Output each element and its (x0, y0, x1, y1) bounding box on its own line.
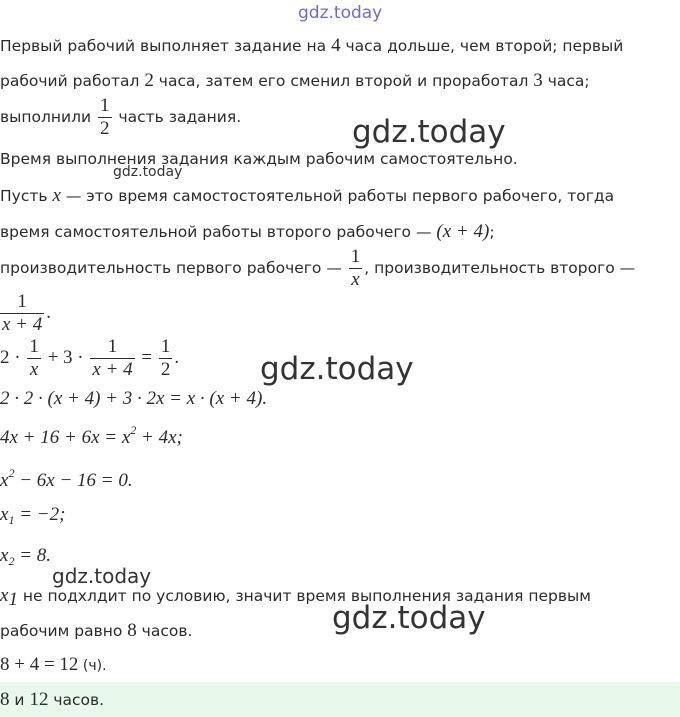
text: — это время самостостоятельной работы первого рабочего, тогда (60, 187, 615, 205)
text: рабочий работал (0, 72, 145, 90)
equals: = (136, 347, 157, 368)
number: 12 (29, 689, 49, 710)
text: не подхлдит по условию, значит время выполнения задания первым (17, 587, 591, 605)
text: Первый рабочий выполняет задание на (0, 37, 332, 55)
unit: (ч). (78, 658, 107, 674)
equation-3 (0, 423, 183, 449)
solution-let (0, 185, 614, 207)
denominator: x (351, 269, 360, 290)
watermark-large-3: gdz.today (332, 600, 486, 636)
denominator: x + 4 (92, 359, 133, 380)
text: , производительность второго — (364, 259, 636, 277)
denominator: 2 (160, 359, 171, 380)
variable: x (0, 585, 9, 606)
exponent: 2 (8, 466, 15, 480)
subscript: 1 (8, 589, 18, 610)
text: производительность первого рабочего — (0, 259, 347, 277)
fraction-one-over-x-plus-4 (0, 291, 44, 336)
text: часа, затем его сменил второй и проработал (153, 72, 534, 90)
solution-time2 (0, 221, 495, 243)
conclusion-2 (0, 620, 192, 642)
text: часов. (48, 691, 105, 709)
text: часа; (542, 72, 590, 90)
equation-1 (0, 336, 179, 381)
text: часть задания. (113, 108, 242, 126)
watermark-large-2: gdz.today (260, 351, 414, 387)
number: 4 (331, 35, 341, 56)
fraction-1-over-x (27, 336, 41, 381)
equation-2: 2 · 2 · (x + 4) + 3 · 2x = x · (x + 4). (0, 388, 268, 409)
watermark-small-1: gdz.today (113, 164, 183, 180)
numerator: 1 (29, 336, 39, 357)
problem-line-4: Время выполнения задания каждым рабочим самостоятельно. (0, 150, 518, 168)
term: + 3 · (42, 347, 89, 368)
conclusion-1 (0, 585, 591, 611)
expression: (x + 4) (436, 221, 490, 242)
text: выполнили (0, 108, 97, 126)
period: . (174, 347, 180, 368)
fraction-1-over-2 (159, 336, 173, 381)
text: рабочим равно (0, 622, 128, 640)
watermark-top: gdz.today (298, 3, 383, 23)
fraction-one-half (98, 95, 112, 140)
expression: 8 + 4 = 12 (0, 654, 79, 675)
text: Пусть (0, 187, 53, 205)
term: 4x + 16 + 6x = x (0, 427, 131, 448)
subscript: 1 (8, 513, 15, 527)
text: время самостоятельной работы второго рабочего — (0, 223, 437, 241)
sum-line (0, 654, 107, 676)
text: часов. (136, 622, 193, 640)
number: 2 (144, 70, 154, 91)
fraction-1-over-x-plus-4 (90, 336, 134, 381)
fraction-one-over-x (349, 246, 363, 291)
value: = −2; (14, 504, 66, 525)
numerator: 1 (17, 291, 27, 312)
subscript: 2 (8, 554, 15, 568)
number: 8 (0, 689, 10, 710)
numerator: 1 (350, 246, 361, 267)
solution-productivity-2 (0, 291, 51, 336)
problem-line-2 (0, 70, 590, 92)
term: − 6x − 16 = 0. (14, 470, 133, 491)
numerator: 1 (107, 336, 118, 357)
exponent: 2 (130, 423, 137, 437)
text: и (9, 691, 30, 709)
variable-x: x (52, 185, 61, 206)
root-2 (0, 545, 51, 569)
numerator: 1 (160, 336, 171, 357)
problem-line-1 (0, 35, 623, 57)
solution-productivity (0, 246, 635, 291)
term: x (0, 470, 9, 491)
variable: x (0, 504, 9, 525)
text: часа дольше, чем второй; первый (340, 37, 624, 55)
answer-line (0, 689, 104, 711)
equation-4 (0, 466, 133, 492)
denominator: 2 (100, 118, 110, 139)
watermark-large-1: gdz.today (352, 114, 506, 150)
problem-line-3 (0, 95, 241, 140)
watermark-medium-1: gdz.today (52, 564, 152, 588)
period: . (46, 302, 52, 323)
number: 8 (127, 620, 137, 641)
denominator: x + 4 (2, 314, 43, 335)
variable: x (0, 545, 9, 566)
denominator: x (29, 359, 39, 380)
numerator: 1 (100, 95, 110, 116)
value: = 8. (14, 545, 52, 566)
number: 3 (533, 70, 543, 91)
term: 2 · (0, 347, 26, 368)
term: + 4x; (136, 427, 183, 448)
text: ; (489, 223, 495, 241)
root-1 (0, 504, 65, 528)
